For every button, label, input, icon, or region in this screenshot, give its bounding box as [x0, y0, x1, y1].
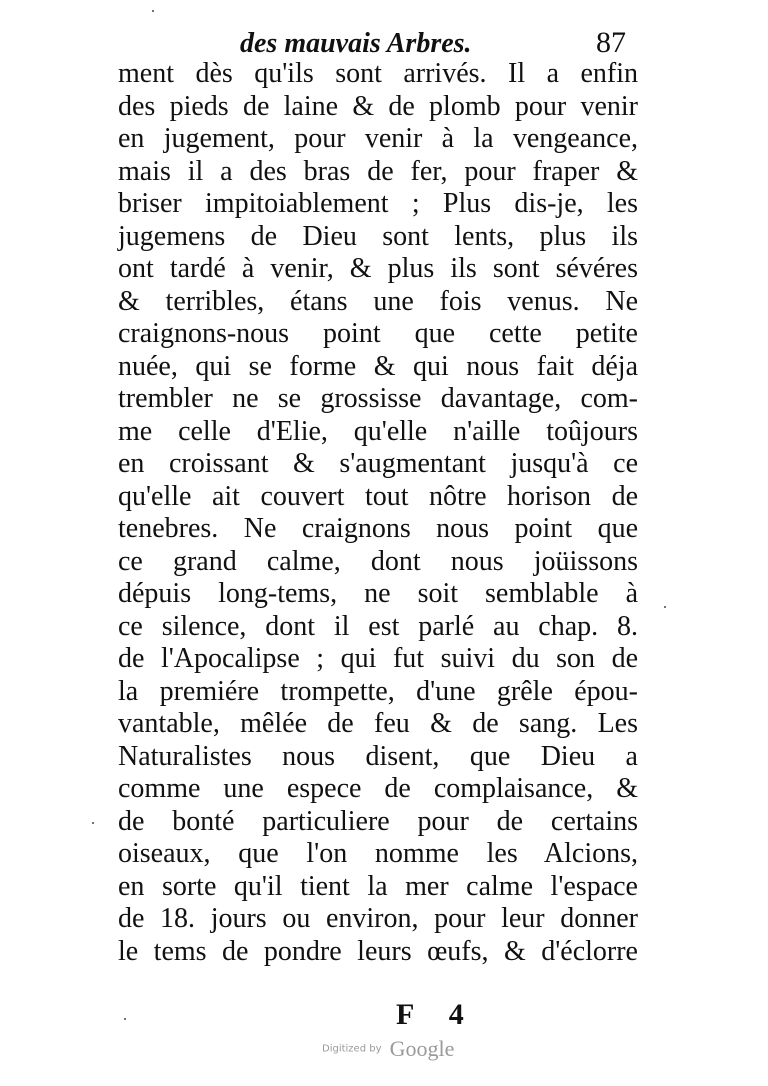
- text-line: dépuis long-tems, ne soit semblable à: [118, 578, 638, 609]
- text-line: & terribles, étans une fois venus. Ne: [118, 285, 638, 317]
- text-line: nuée, qui se forme & qui nous fait déja: [118, 350, 638, 382]
- text-line: briser impitoiablement ; Plus dis-je, les: [118, 188, 638, 219]
- text-line: de l'Apocalipse ; qui fut suivi du son de: [118, 643, 638, 674]
- signature-mark: F 4: [396, 998, 478, 1031]
- text-line: ce grand calme, dont nous joüissons: [118, 545, 638, 577]
- text-line: vantable, mêlée de feu & de sang. Les: [118, 708, 638, 739]
- text-line: qu'elle ait couvert tout nôtre horison de: [118, 480, 638, 512]
- text-line: ce silence, dont il est parlé au chap. 8.: [118, 610, 638, 642]
- text-line: oiseaux, que l'on nomme les Alcions,: [118, 838, 638, 869]
- running-title: des mauvais Arbres.: [240, 28, 472, 59]
- paper-speck: [664, 606, 666, 608]
- page-number: 87: [596, 26, 626, 59]
- text-line: ment dès qu'ils sont arrivés. Il a enfin: [118, 58, 638, 89]
- paper-speck: [152, 10, 154, 12]
- text-line: en jugement, pour venir à la vengeance,: [118, 123, 638, 154]
- text-line: des pieds de laine & de plomb pour venir: [118, 90, 638, 122]
- text-line: Naturalistes nous disent, que Dieu a: [118, 740, 638, 772]
- text-line: en croissant & s'augmentant jusqu'à ce: [118, 448, 638, 479]
- digitization-watermark: [322, 1036, 454, 1062]
- paper-speck: [124, 1018, 126, 1020]
- text-line: trembler ne se grossisse davantage, com-: [118, 383, 638, 414]
- text-line: en sorte qu'il tient la mer calme l'espace: [118, 870, 638, 902]
- text-line: de bonté particuliere pour de certains: [118, 805, 638, 837]
- google-logo: Google: [389, 1036, 455, 1061]
- text-line: me celle d'Elie, qu'elle n'aille toûjours: [118, 415, 638, 447]
- text-line: mais il a des bras de fer, pour fraper &: [118, 155, 638, 187]
- text-line: de 18. jours ou environ, pour leur donner: [118, 903, 638, 934]
- running-head: [0, 22, 768, 62]
- text-line: craignons-nous point que cette petite: [118, 318, 638, 349]
- text-line: jugemens de Dieu sont lents, plus ils: [118, 220, 638, 252]
- paper-speck: [92, 822, 94, 824]
- text-line: le tems de pondre leurs œufs, & d'éclorre: [118, 935, 638, 967]
- text-line: comme une espece de complaisance, &: [118, 773, 638, 804]
- text-line: la premiére trompette, d'une grêle épou-: [118, 675, 638, 707]
- text-line: tenebres. Ne craignons nous point que: [118, 513, 638, 544]
- body-text: [118, 58, 638, 968]
- watermark-prefix: Digitized by: [322, 1043, 382, 1055]
- text-line: ont tardé à venir, & plus ils sont sévéres: [118, 253, 638, 284]
